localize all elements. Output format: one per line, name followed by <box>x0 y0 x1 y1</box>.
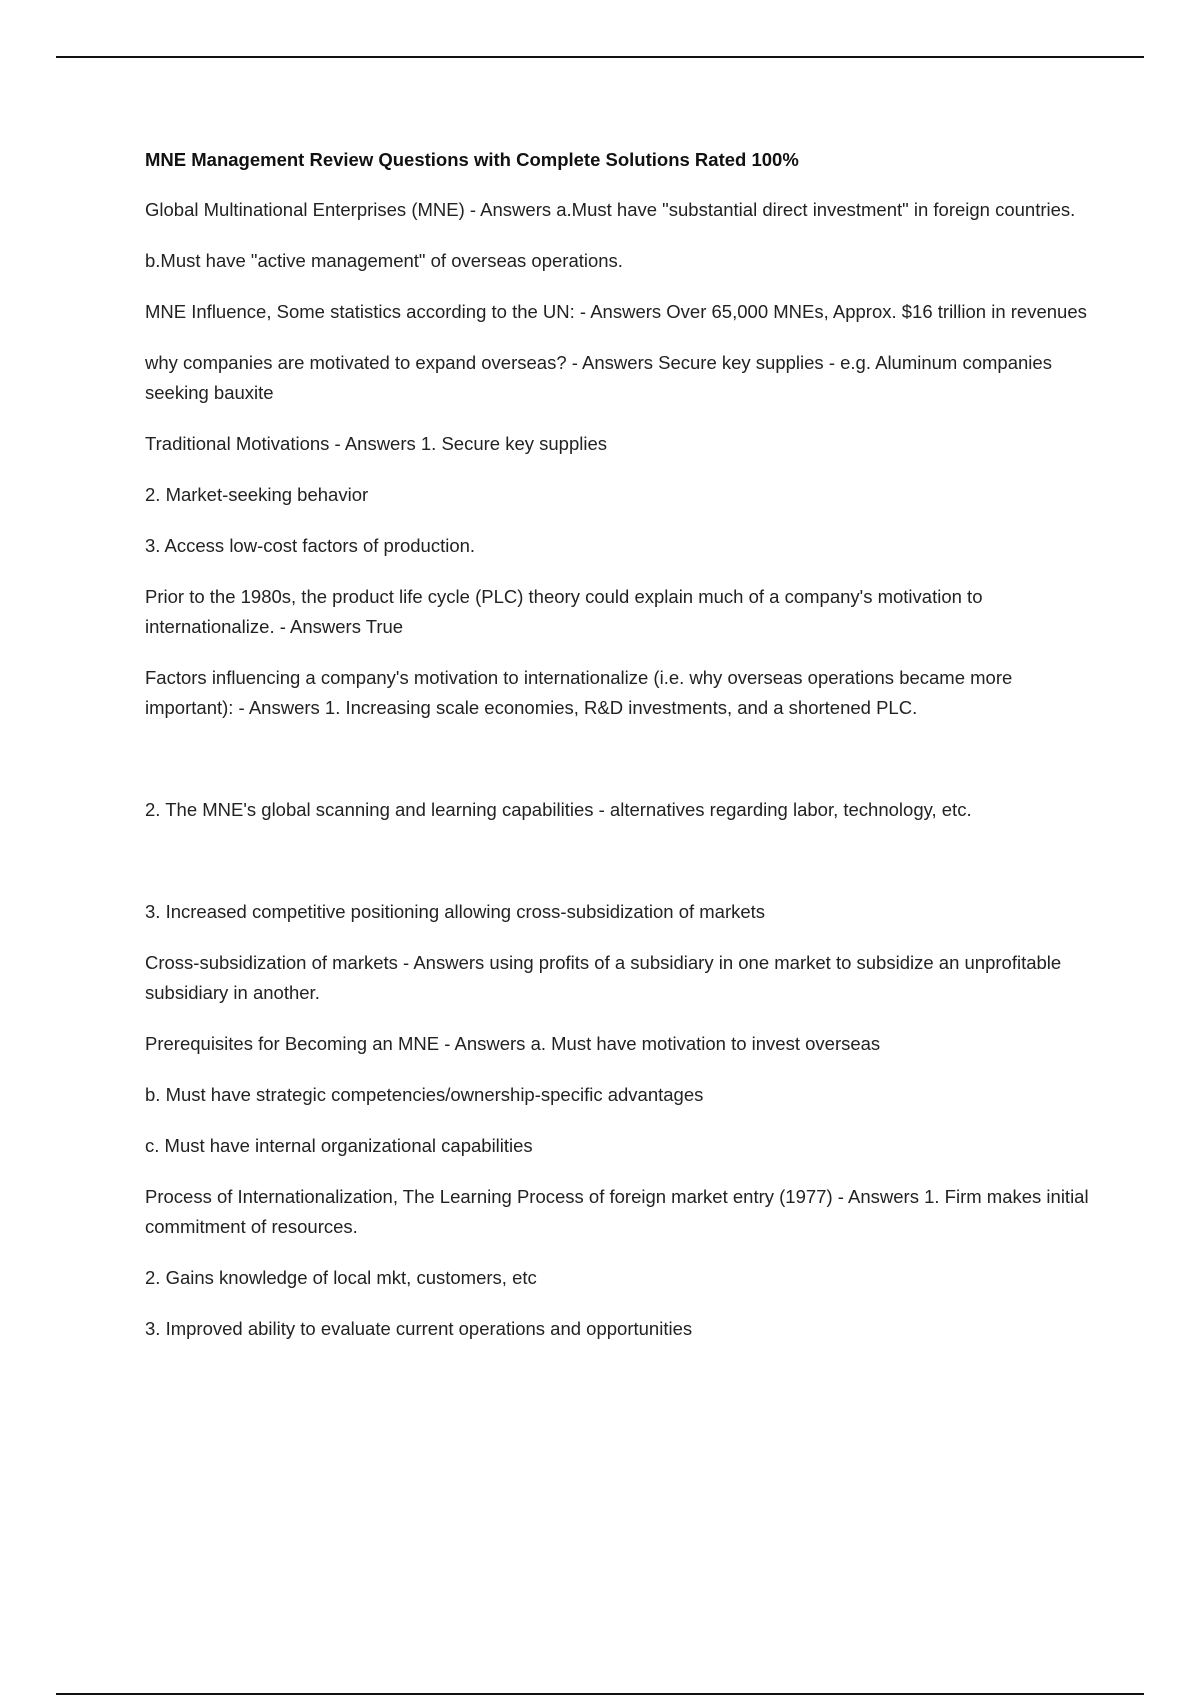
paragraph: 3. Improved ability to evaluate current operations and opportunities <box>145 1318 693 1339</box>
paragraph: Prior to the 1980s, the product life cycle (PLC) theory could explain much of a company's motivation to internationalize. - Answers True <box>145 586 983 637</box>
paragraph: c. Must have internal organizational capabilities <box>145 1135 533 1156</box>
paragraph: Prerequisites for Becoming an MNE - Answers a. Must have motivation to invest overseas <box>145 1033 881 1054</box>
paragraph: Factors influencing a company's motivation to internationalize (i.e. why overseas operations became more important): - Answers 1. Increasing scale economies, R&D investments, and a shortened PLC. <box>145 667 1013 718</box>
paragraph: 3. Access low-cost factors of production. <box>145 535 476 556</box>
paragraph: why companies are motivated to expand overseas? - Answers Secure key supplies - e.g. Aluminum companies seeking bauxite <box>145 352 1052 403</box>
paragraph: Traditional Motivations - Answers 1. Secure key supplies <box>145 433 608 454</box>
bottom-divider <box>56 1693 1144 1695</box>
paragraph: b.Must have "active management" of overseas operations. <box>145 250 623 271</box>
paragraph: Cross-subsidization of markets - Answers using profits of a subsidiary in one market to subsidize an unprofitable subsidiary in another. <box>145 952 1062 1003</box>
paragraph: MNE Influence, Some statistics according to the UN: - Answers Over 65,000 MNEs, Approx. $16 trillion in revenues <box>145 301 1087 322</box>
paragraph: Process of Internationalization, The Learning Process of foreign market entry (1977) - Answers 1. Firm makes initial commitment of resources. <box>145 1186 1089 1237</box>
paragraph: 3. Increased competitive positioning allowing cross-subsidization of markets <box>145 901 766 922</box>
document-body <box>145 145 1095 1365</box>
document-title: MNE Management Review Questions with Complete Solutions Rated 100% <box>145 149 799 170</box>
paragraph: b. Must have strategic competencies/ownership-specific advantages <box>145 1084 704 1105</box>
paragraph: 2. The MNE's global scanning and learning capabilities - alternatives regarding labor, technology, etc. <box>145 799 972 820</box>
paragraph: 2. Gains knowledge of local mkt, customers, etc <box>145 1267 537 1288</box>
paragraph: Global Multinational Enterprises (MNE) - Answers a.Must have "substantial direct investment" in foreign countries. <box>145 199 1076 220</box>
top-divider <box>56 56 1144 58</box>
paragraph: 2. Market-seeking behavior <box>145 484 369 505</box>
